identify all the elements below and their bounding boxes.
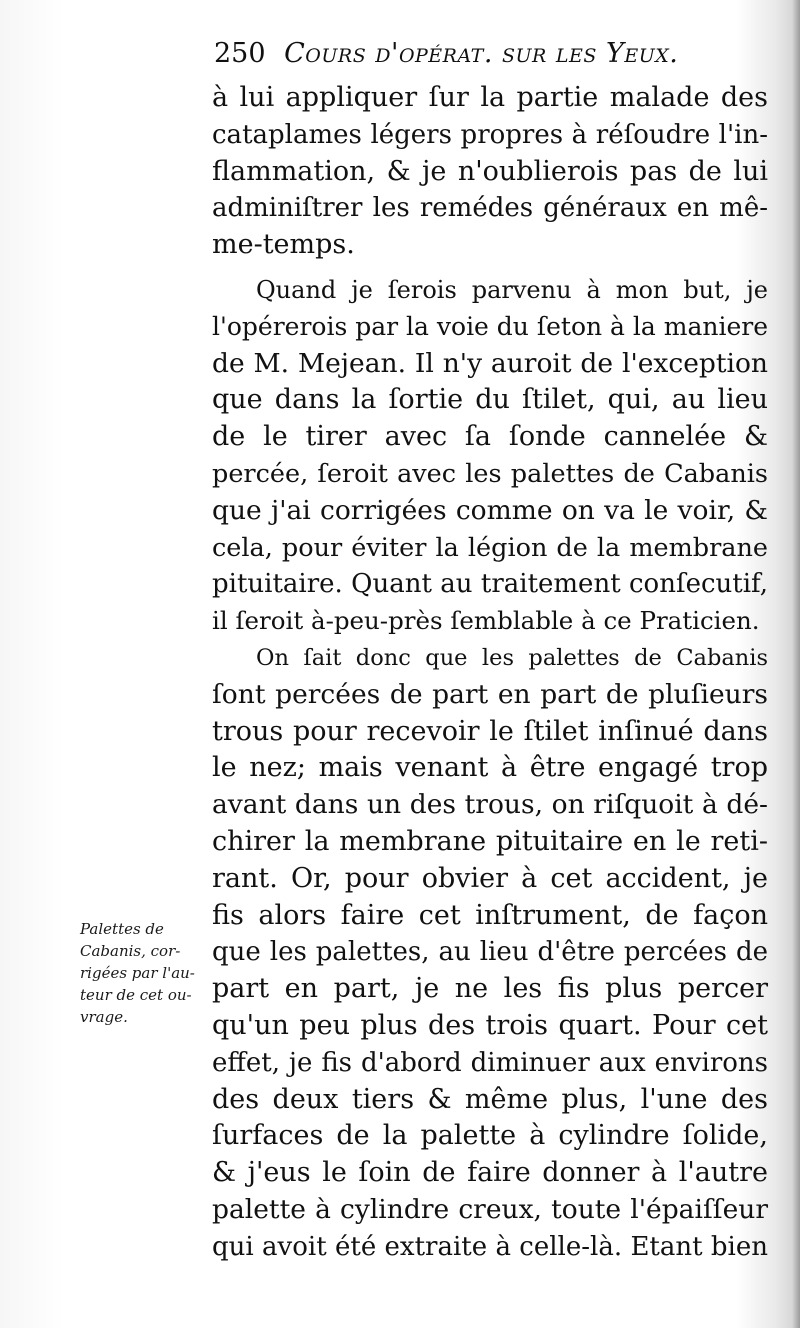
text-line: adminiſtrer les remédes généraux en mê-	[212, 193, 768, 224]
text-line: ſurfaces de la palette à cylindre ſolide,	[212, 1120, 768, 1152]
text-line: & j'eus le ſoin de faire donner à l'autre	[212, 1157, 768, 1189]
text-line: part en part, je ne les fis plus percer	[212, 973, 768, 1005]
page-number: 250	[214, 38, 266, 69]
text-line: de le tirer avec ſa ſonde cannelée &	[212, 421, 768, 453]
running-title: Cours d'opérat. sur les Yeux.	[284, 38, 679, 69]
margin-note-line: Cabanis, cor-	[80, 942, 181, 960]
text-line: qui avoit été extraite à celle-là. Etant bien	[212, 1231, 768, 1262]
text-line: il ſeroit à-peu-près ſemblable à ce Praticien.	[212, 606, 760, 636]
margin-note-line: teur de cet ou-	[80, 986, 192, 1004]
text-line: à lui appliquer ſur la partie malade des	[212, 82, 768, 113]
running-header	[214, 34, 774, 74]
text-line: le nez; mais venant à être engagé trop	[212, 752, 768, 784]
text-line: fis alors faire cet inſtrument, de façon	[212, 899, 768, 931]
text-line: l'opérerois par la voie du ſeton à la maniere	[212, 311, 768, 341]
text-line: trous pour recevoir le ſtilet inſinué dans	[212, 715, 768, 747]
page-edge-shadow	[792, 0, 800, 1328]
text-line: que dans la ſortie du ſtilet, qui, au lieu	[212, 384, 768, 416]
margin-note-line: Palettes de	[80, 920, 164, 938]
text-line: qu'un peu plus des trois quart. Pour cet	[212, 1009, 768, 1041]
text-line: que les palettes, au lieu d'être percées de	[212, 937, 768, 968]
text-line: avant dans un des trous, on riſquoit à dé-	[212, 789, 768, 821]
text-line: percée, ſeroit avec les palettes de Cabanis	[212, 458, 768, 489]
text-line: ſont percées de part en part de pluſieurs	[212, 678, 768, 710]
text-line: cataplames légers propres à réſoudre l'in-	[212, 119, 768, 150]
text-line: flammation, & je n'oublierois pas de lui	[212, 155, 768, 187]
text-line: des deux tiers & même plus, l'une des	[212, 1083, 768, 1115]
text-line: pituitaire. Quant au traitement conſecutif,	[212, 569, 768, 600]
margin-note-line: vrage.	[80, 1008, 128, 1026]
text-line: rant. Or, pour obvier à cet accident, je	[212, 862, 768, 894]
text-line: Quand je ſerois parvenu à mon but, je	[256, 275, 768, 304]
text-line: On ſait donc que les palettes de Cabanis	[256, 644, 768, 671]
text-line: effet, je fis d'abord diminuer aux environs	[212, 1047, 768, 1078]
margin-note-line: rigées par l'au-	[80, 964, 195, 982]
margin-note	[80, 918, 212, 1028]
text-line: de M. Mejean. Il n'y auroit de l'exception	[212, 347, 768, 379]
text-line: cela, pour éviter la légion de la membrane	[212, 532, 768, 563]
text-line: que j'ai corrigées comme on va le voir, &	[212, 494, 768, 526]
text-line: chirer la membrane pituitaire en le reti-	[212, 825, 768, 857]
text-line: me-temps.	[212, 229, 355, 261]
main-text	[212, 80, 768, 1266]
text-line: palette à cylindre creux, toute l'épaiſſeur	[212, 1193, 768, 1225]
